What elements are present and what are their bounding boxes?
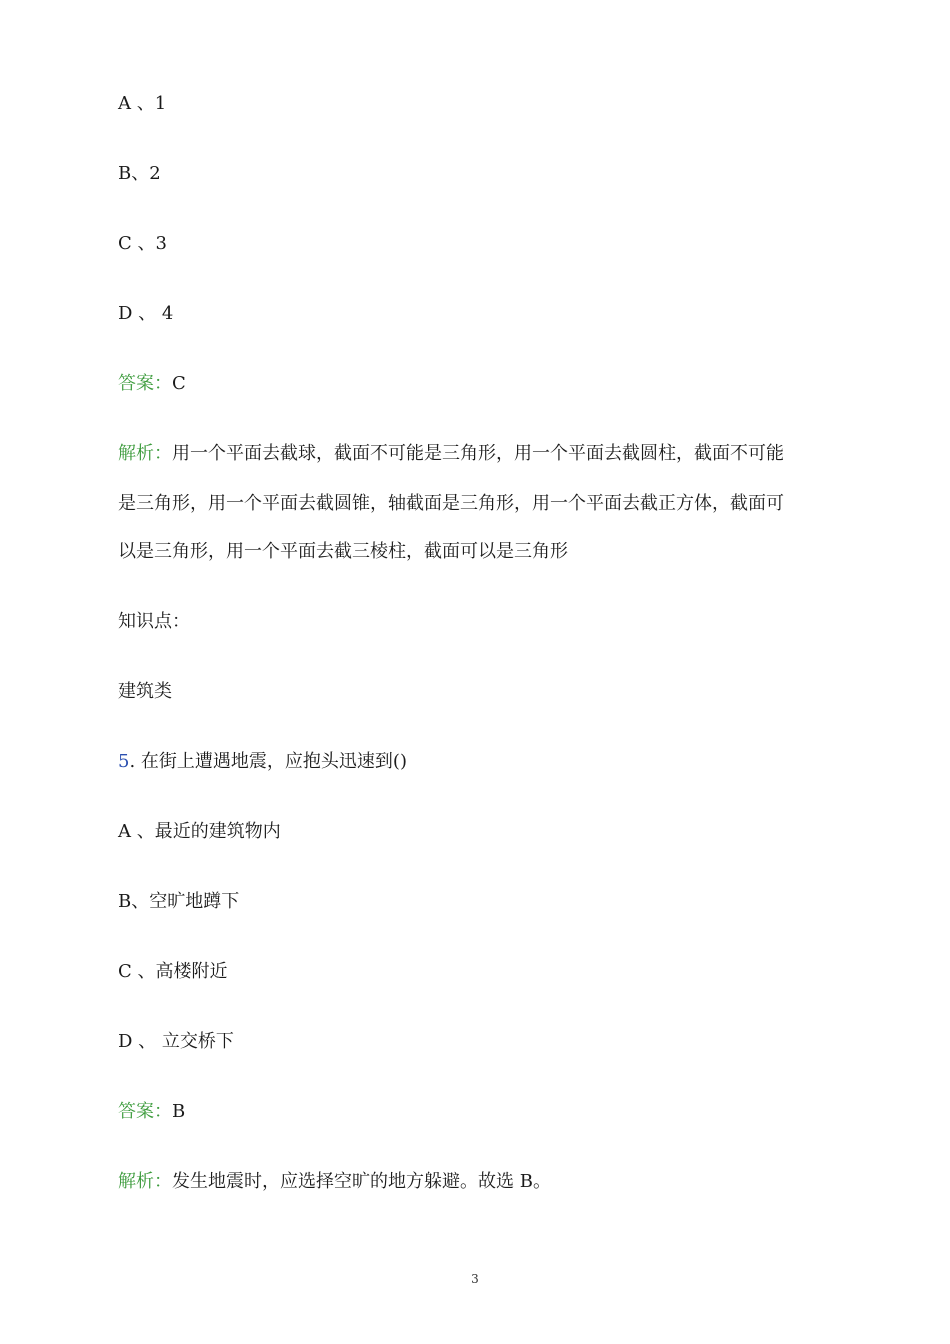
analysis-text: 是三角形，用一个平面去截圆锥，轴截面是三角形，用一个平面去截正方体，截面可 <box>118 493 784 514</box>
q4-answer <box>118 370 186 398</box>
q5-option-c <box>118 958 228 986</box>
option-letter: D <box>118 1031 133 1052</box>
option-letter: C <box>118 233 132 254</box>
option-text: 1 <box>154 93 167 114</box>
option-letter: B <box>118 163 132 184</box>
q4-option-d <box>118 300 173 328</box>
q5-option-d <box>118 1028 234 1056</box>
page-number: 3 <box>471 1272 479 1286</box>
analysis-label: 解析： <box>118 1171 172 1192</box>
question-text: 在街上遭遇地震，应抱头迅速到() <box>140 751 407 772</box>
q4-analysis-line-3 <box>118 538 568 566</box>
option-letter: A <box>118 93 131 114</box>
knowledge-label: 知识点： <box>118 611 190 632</box>
option-text: 高楼附近 <box>155 961 228 982</box>
q5-option-a <box>118 818 281 846</box>
option-sep: 、 <box>137 233 156 254</box>
option-text: 立交桥下 <box>161 1031 234 1052</box>
answer-label: 答案： <box>118 373 172 394</box>
option-sep: 、 <box>136 821 155 842</box>
analysis-text: 发生地震时，应选择空旷的地方躲避。故选 B。 <box>172 1171 551 1192</box>
q5-analysis <box>118 1168 551 1196</box>
option-sep: 、 <box>136 93 155 114</box>
option-letter: A <box>118 821 131 842</box>
q4-analysis-line-1 <box>118 440 784 468</box>
option-letter: B <box>118 891 132 912</box>
analysis-text: 以是三角形，用一个平面去截三棱柱，截面可以是三角形 <box>118 541 568 562</box>
analysis-label: 解析： <box>118 443 172 464</box>
option-letter: C <box>118 961 132 982</box>
option-text: 2 <box>149 163 161 184</box>
option-sep: 、 <box>138 303 157 324</box>
option-sep: 、 <box>131 891 150 912</box>
option-letter: D <box>118 303 133 324</box>
q4-option-c <box>118 230 167 258</box>
q5-answer <box>118 1098 185 1126</box>
answer-value: C <box>172 373 186 394</box>
q5-stem <box>118 748 407 776</box>
knowledge-value: 建筑类 <box>118 681 172 702</box>
q5-option-b <box>118 888 239 916</box>
answer-label: 答案： <box>118 1101 172 1122</box>
option-text: 3 <box>155 233 167 254</box>
answer-value: B <box>172 1101 186 1122</box>
option-text: 4 <box>161 303 174 324</box>
option-text: 最近的建筑物内 <box>154 821 281 842</box>
question-dot: . <box>129 751 136 772</box>
analysis-text: 用一个平面去截球，截面不可能是三角形，用一个平面去截圆柱，截面不可能 <box>172 443 784 464</box>
option-sep: 、 <box>131 163 150 184</box>
q4-option-b <box>118 160 161 188</box>
question-number: 5 <box>118 751 130 772</box>
q4-option-a <box>118 90 166 118</box>
option-text: 空旷地蹲下 <box>149 891 240 912</box>
q4-analysis-line-2 <box>118 490 784 518</box>
option-sep: 、 <box>137 961 156 982</box>
option-sep: 、 <box>138 1031 157 1052</box>
